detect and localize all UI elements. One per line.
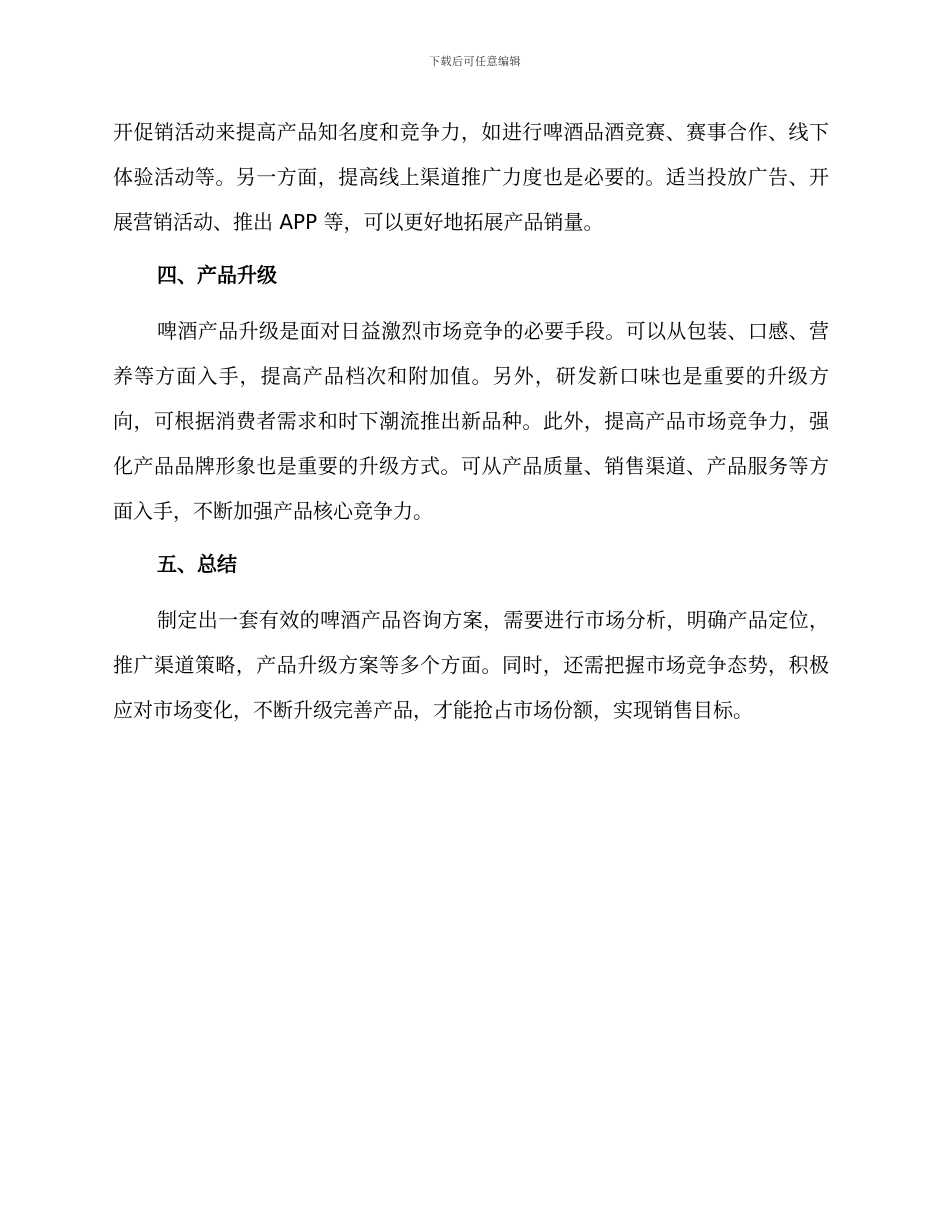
page-header-note: 下载后可任意编辑 <box>429 55 521 68</box>
section-heading-summary: 五、总结 <box>157 552 237 576</box>
section-heading-product-upgrade: 四、产品升级 <box>157 263 277 287</box>
paragraph-product-upgrade: 啤酒产品升级是面对日益激烈市场竞争的必要手段。可以从包装、口感、营养等方面入手，提高产品档次和附加值。另外，研发新口味也是重要的升级方向，可根据消费者需求和时下潮流推出新品种。此外，提高产品市场竞争力，强化产品品牌形象也是重要的升级方式。可从产品质量、销售渠道、产品服务等方面入手，不断加强产品核心竞争力。 <box>113 319 829 523</box>
document-body <box>113 110 829 733</box>
paragraph-summary: 制定出一套有效的啤酒产品咨询方案，需要进行市场分析，明确产品定位，推广渠道策略，产品升级方案等多个方面。同时，还需把握市场竞争态势，积极应对市场变化，不断升级完善产品，才能抢占市场份额，实现销售目标。 <box>113 608 829 722</box>
paragraph-continued: 开促销活动来提高产品知名度和竞争力，如进行啤酒品酒竞赛、赛事合作、线下体验活动等。另一方面，提高线上渠道推广力度也是必要的。适当投放广告、开展营销活动、推出 APP 等，可以更好地拓展产品销量。 <box>113 120 829 234</box>
